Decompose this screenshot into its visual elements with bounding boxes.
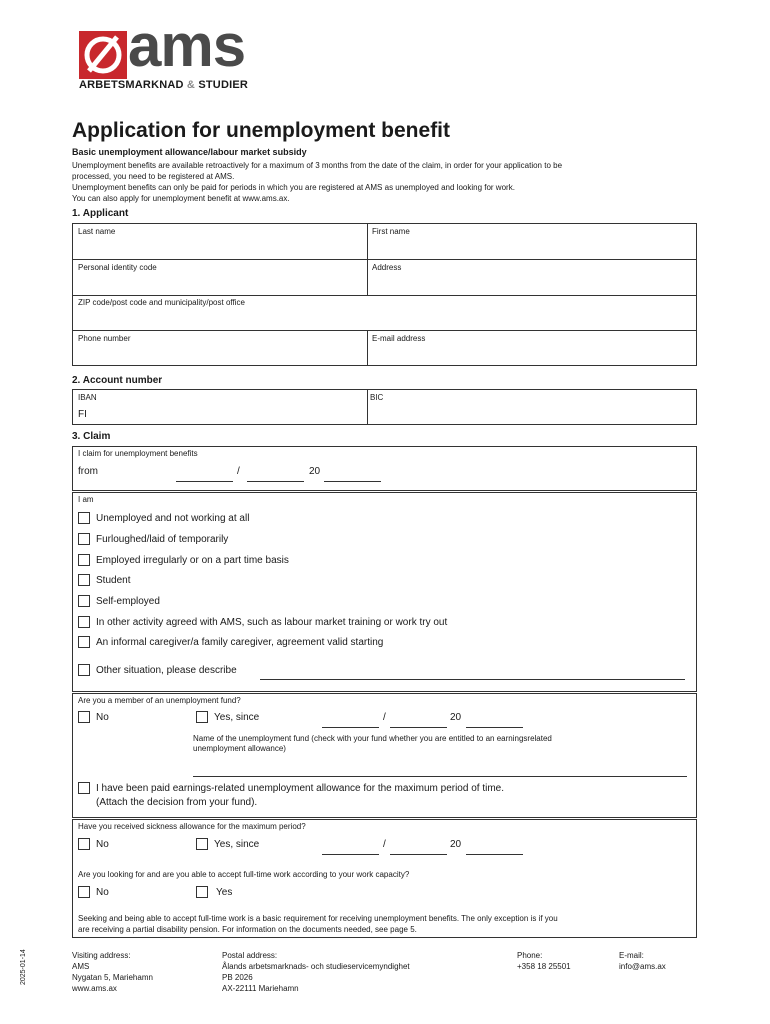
page-title: Application for unemployment benefit xyxy=(72,119,451,142)
sickness-year-field[interactable] xyxy=(466,854,523,855)
fulltime-question: Are you looking for and are you able to accept full-time work according to your work capacity? xyxy=(78,870,410,879)
fund-day-field[interactable] xyxy=(322,727,379,728)
date-slash: / xyxy=(383,839,386,850)
claim-label: I claim for unemployment benefits xyxy=(78,449,198,458)
phone-field[interactable]: Phone number xyxy=(78,334,131,343)
other-situation-field[interactable] xyxy=(260,679,685,680)
max-period-label: I have been paid earnings-related unemployment allowance for the maximum period of time. xyxy=(96,783,504,794)
fund-no-label: No xyxy=(96,712,109,723)
sickness-yes-checkbox[interactable] xyxy=(196,838,208,850)
year-prefix: 20 xyxy=(450,712,462,723)
logo-subtitle: ARBETSMARKNAD & STUDIER xyxy=(79,79,249,91)
footer-email: E-mail: info@ams.ax xyxy=(619,951,666,971)
sickness-day-field[interactable] xyxy=(322,854,379,855)
email-field[interactable]: E-mail address xyxy=(372,334,426,343)
fund-month-field[interactable] xyxy=(390,727,447,728)
fund-yes-label: Yes, since xyxy=(214,712,260,723)
zip-field[interactable]: ZIP code/post code and municipality/post office xyxy=(78,298,245,307)
address-field[interactable]: Address xyxy=(372,263,402,272)
other-situation-checkbox[interactable] xyxy=(78,664,90,676)
last-name-field[interactable]: Last name xyxy=(78,227,116,236)
section-account-heading: 2. Account number xyxy=(72,375,163,386)
sickness-question: Have you received sickness allowance for the maximum period? xyxy=(78,822,306,831)
option-label: Employed irregularly or on a part time basis xyxy=(96,555,289,566)
unemployed-checkbox[interactable] xyxy=(78,512,90,524)
option-label: Self-employed xyxy=(96,596,160,607)
date-slash: / xyxy=(237,466,240,477)
part-time-checkbox[interactable] xyxy=(78,554,90,566)
fund-yes-checkbox[interactable] xyxy=(196,711,208,723)
fund-year-field[interactable] xyxy=(466,727,523,728)
from-month-field[interactable] xyxy=(247,481,304,482)
sickness-no-checkbox[interactable] xyxy=(78,838,90,850)
option-label: Other situation, please describe xyxy=(96,665,237,676)
divider xyxy=(367,330,368,366)
from-label: from xyxy=(78,466,98,477)
furloughed-checkbox[interactable] xyxy=(78,533,90,545)
first-name-field[interactable]: First name xyxy=(372,227,410,236)
fulltime-yes-label: Yes xyxy=(216,887,233,898)
bic-field[interactable]: BIC xyxy=(370,393,384,402)
page-subtitle: Basic unemployment allowance/labour market subsidy xyxy=(72,147,307,157)
option-label: Unemployed and not working at all xyxy=(96,513,250,524)
option-label: Furloughed/laid of temporarily xyxy=(96,534,229,545)
fund-name-field[interactable] xyxy=(193,776,687,777)
document-date: 2025-01-14 xyxy=(20,949,27,985)
fulltime-note: are receiving a partial disability pension. For information on the documents needed, see page 5. xyxy=(78,925,417,934)
sickness-no-label: No xyxy=(96,839,109,850)
fund-no-checkbox[interactable] xyxy=(78,711,90,723)
iban-label: IBAN xyxy=(78,393,97,402)
year-prefix: 20 xyxy=(450,839,462,850)
fulltime-no-label: No xyxy=(96,887,109,898)
section-applicant-heading: 1. Applicant xyxy=(72,208,129,219)
fulltime-note: Seeking and being able to accept full-time work is a basic requirement for receiving unemployment benefits. The only exception is if you xyxy=(78,914,558,923)
max-period-note: (Attach the decision from your fund). xyxy=(96,797,258,808)
footer-phone: Phone: +358 18 25501 xyxy=(517,951,571,971)
fund-name-note: unemployment allowance) xyxy=(193,744,286,753)
option-label: Student xyxy=(96,575,131,586)
divider xyxy=(367,389,368,425)
footer-visiting-address: Visiting address: AMS Nygatan 5, Mariehamn www.ams.ax xyxy=(72,951,153,993)
option-label: An informal caregiver/a family caregiver, agreement valid starting xyxy=(96,637,384,648)
option-label: In other activity agreed with AMS, such as labour market training or work try out xyxy=(96,617,448,628)
ams-logo-icon xyxy=(79,31,127,79)
max-period-checkbox[interactable] xyxy=(78,782,90,794)
fulltime-no-checkbox[interactable] xyxy=(78,886,90,898)
self-employed-checkbox[interactable] xyxy=(78,595,90,607)
from-day-field[interactable] xyxy=(176,481,233,482)
iban-field[interactable]: FI xyxy=(78,409,87,420)
student-checkbox[interactable] xyxy=(78,574,90,586)
caregiver-checkbox[interactable] xyxy=(78,636,90,648)
sickness-yes-label: Yes, since xyxy=(214,839,260,850)
footer-postal-address: Postal address: Ålands arbetsmarknads- och studieservicemyndighet PB 2026 AX-22111 Mariehamn xyxy=(222,951,410,993)
divider xyxy=(72,259,697,260)
logo-wordmark: ams xyxy=(128,12,246,79)
personal-id-field[interactable]: Personal identity code xyxy=(78,263,157,272)
from-year-field[interactable] xyxy=(324,481,381,482)
section-claim-heading: 3. Claim xyxy=(72,431,111,442)
year-prefix: 20 xyxy=(309,466,321,477)
sickness-month-field[interactable] xyxy=(390,854,447,855)
i-am-label: I am xyxy=(78,495,94,504)
fulltime-yes-checkbox[interactable] xyxy=(196,886,208,898)
intro-text: Unemployment benefits are available retroactively for a maximum of 3 months from the date of the claim, in order for your application to be processed, you need to be registered at AMS. Unemployment benefits can only be paid for periods in which you are registered at AMS as unemployed and looking for work. You can also apply for unemployment benefit at www.ams.ax. xyxy=(72,161,563,203)
fund-question: Are you a member of an unemployment fund? xyxy=(78,696,241,705)
divider xyxy=(72,330,697,331)
other-activity-checkbox[interactable] xyxy=(78,616,90,628)
fund-name-note: Name of the unemployment fund (check with your fund whether you are entitled to an earningsrelated xyxy=(193,734,552,743)
divider xyxy=(72,295,697,296)
account-box xyxy=(72,389,697,425)
date-slash: / xyxy=(383,712,386,723)
